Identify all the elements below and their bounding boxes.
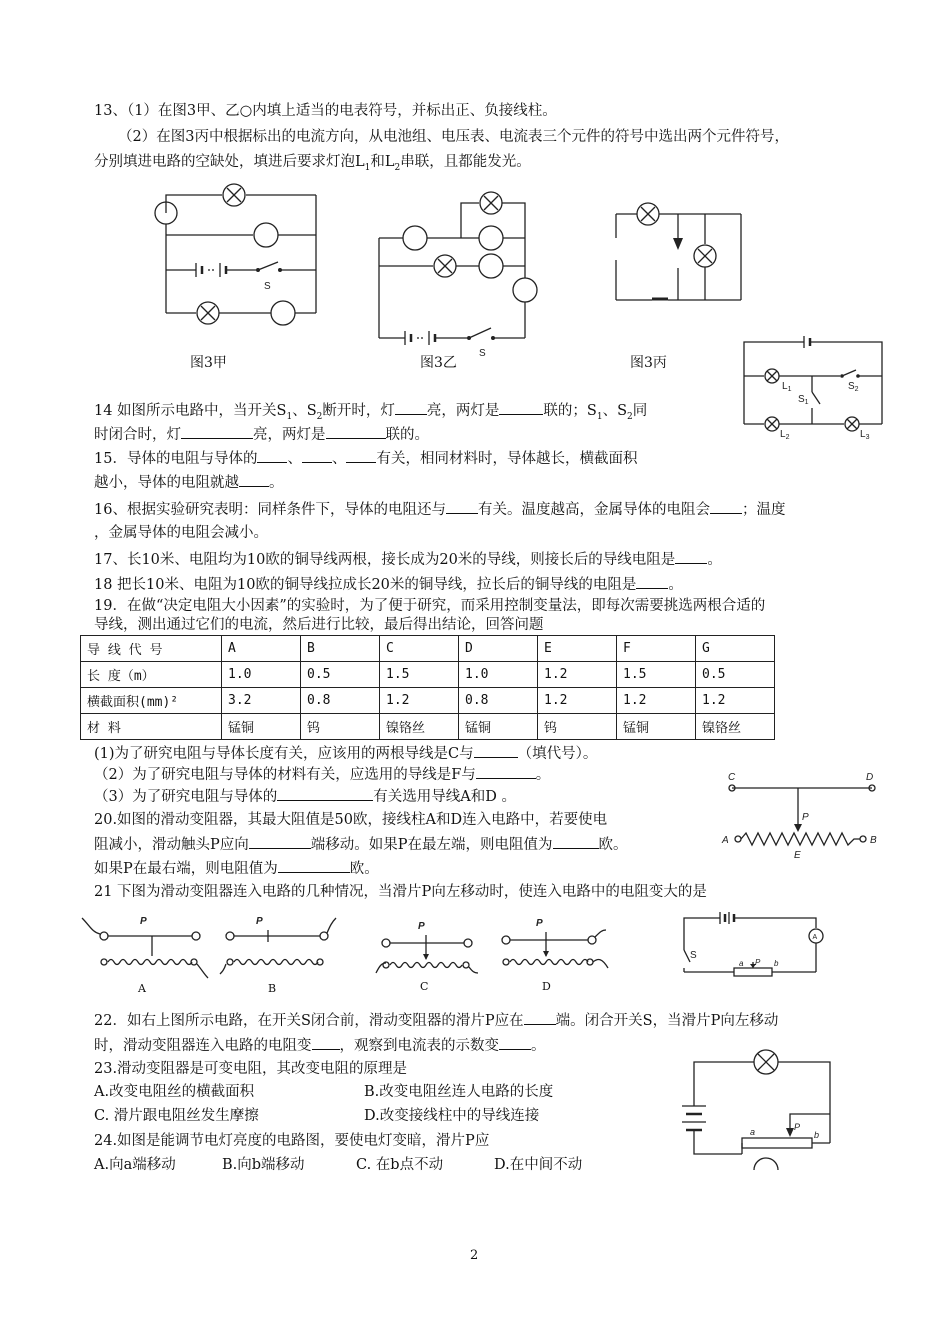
q22-label-a: a — [739, 959, 744, 968]
table-cell: 1.2 — [617, 688, 696, 714]
q19-sub3: （3）为了研究电阻与导体的 有关选用导线A和D 。 — [94, 786, 516, 807]
q19-sub1: (1)为了研究电阻与导体长度有关，应该用的两根导线是C与 （填代号）。 — [94, 743, 597, 764]
q15-line1: 15．导体的电阻与导体的 、 、 有关，相同材料时，导体越长，横截面积 — [94, 448, 637, 469]
table-row — [81, 662, 775, 688]
q14-circuit — [740, 338, 890, 441]
q19-line2: 导线，测出通过它们的电流，然后进行比较，最后得出结论，回答问题 — [94, 617, 544, 633]
q17: 17、长10米、电阻均为10欧的铜导线两根，接长成为20米的导线，则接长后的导线电阻是 。 — [94, 549, 722, 570]
ammeter-a-label: A — [812, 934, 818, 941]
table-cell: 0.8 — [459, 688, 538, 714]
table-cell: 镍铬丝 — [696, 714, 775, 740]
q21-label-c: C — [420, 980, 429, 993]
table-row — [81, 688, 775, 714]
q21-a-p: P — [140, 916, 147, 927]
q19-sub2: （2）为了研究电阻与导体的材料有关，应选用的导线是F与 。 — [94, 764, 550, 785]
switch-label-jia: S — [264, 281, 271, 292]
table-row — [81, 714, 775, 740]
table-cell: 3.2 — [222, 688, 301, 714]
q13-line3: 分别填进电路的空缺处，填进后要求灯泡$L_1$和$L_2$串联，且都能发光。 — [94, 154, 531, 173]
table-cell: 1.2 — [380, 688, 459, 714]
q22-switch-label: S — [690, 950, 697, 961]
q15-line2: 越小，导体的电阻就越 。 — [94, 472, 284, 493]
q23-option-a[interactable]: A.改变电阻丝的横截面积 — [94, 1084, 255, 1100]
q22-label-p: P — [755, 958, 761, 967]
table-cell: 1.2 — [538, 688, 617, 714]
table-cell: 锰铜 — [459, 714, 538, 740]
q23-option-c[interactable]: C. 滑片跟电阻丝发生摩擦 — [94, 1108, 259, 1124]
q14-line1: 14 如图所示电路中，当开关$S_1$、$S_2$断开时，灯 亮，两灯是 联的；$S_1$、$S_2$同 — [94, 400, 647, 427]
table-cell: C — [380, 636, 459, 662]
fig-3-bing-caption: 图3丙 — [630, 355, 667, 371]
q24-label-a: a — [750, 1127, 756, 1137]
q14-label-l2: $L_2$ — [780, 429, 790, 441]
q20-label-a: A — [722, 835, 729, 846]
q22-line2: 时，滑动变阻器连入电路的电阻变 ，观察到电流表的示数变 。 — [94, 1035, 546, 1056]
table-cell: 0.5 — [301, 662, 380, 688]
table-cell: B — [301, 636, 380, 662]
table-row — [81, 636, 775, 662]
table-cell: G — [696, 636, 775, 662]
figure-3-yi — [375, 188, 545, 358]
q14-line2: 时闭合时，灯 亮，两灯是 联的。 — [94, 424, 429, 445]
q20-label-d: D — [866, 772, 874, 783]
table-cell: 1.0 — [459, 662, 538, 688]
q21-option-d — [492, 912, 612, 974]
table-cell: 导 线 代 号 — [81, 636, 222, 662]
q19-line1: 19．在做“决定电阻大小因素”的实验时，为了便于研究，而采用控制变量法，即每次需要挑选两根合适的 — [94, 598, 766, 614]
table-cell: 1.5 — [617, 662, 696, 688]
q20-line3: 如果P在最右端，则电阻值为 欧。 — [94, 858, 379, 879]
table-cell: 长 度（m） — [81, 662, 222, 688]
table-cell: F — [617, 636, 696, 662]
table-cell: 横截面积(mm)² — [81, 688, 222, 714]
q14-label-l3: $L_3$ — [860, 429, 870, 441]
table-cell: 0.8 — [301, 688, 380, 714]
table-cell: D — [459, 636, 538, 662]
table-cell: A — [222, 636, 301, 662]
q21-option-a — [78, 912, 213, 972]
q14-label-l1: $L_1$ — [782, 381, 792, 393]
table-cell: 1.5 — [380, 662, 459, 688]
q24-option-a[interactable]: A.向a端移动 — [94, 1157, 176, 1173]
q21-option-c — [372, 915, 484, 975]
wire-data-table — [80, 635, 775, 740]
q23-option-b[interactable]: B.改变电阻丝连人电路的长度 — [364, 1084, 554, 1100]
table-cell: E — [538, 636, 617, 662]
q20-rheostat — [722, 768, 882, 868]
q20-line1: 20.如图的滑动变阻器，其最大阻值是50欧，接线柱A和D连入电路中，若要使电 — [94, 812, 608, 828]
table-cell: 0.5 — [696, 662, 775, 688]
fig-3-jia-caption: 图3甲 — [190, 355, 227, 371]
q14-label-s2: $S_2$ — [848, 381, 859, 393]
q20-label-e: E — [794, 850, 801, 861]
q21-c-p: P — [418, 921, 425, 932]
q13-line2: （2）在图3丙中根据标出的电流方向，从电池组、电压表、电流表三个元件的符号中选出两个元件符号， — [118, 129, 789, 145]
table-cell: 1.0 — [222, 662, 301, 688]
fig-3-yi-caption: 图3乙 — [420, 355, 457, 371]
q24-title: 24.如图是能调节电灯亮度的电路图，要使电灯变暗，滑片P应 — [94, 1133, 490, 1149]
q24-circuit — [680, 1042, 840, 1172]
q20-label-c: C — [728, 772, 736, 783]
q20-label-b: B — [870, 835, 877, 846]
q24-option-c[interactable]: C. 在b点不动 — [356, 1157, 444, 1173]
q23-option-d[interactable]: D.改变接线柱中的导线连接 — [364, 1108, 540, 1124]
q18: 18 把长10米、电阻为10欧的铜导线拉成长20米的铜导线，拉长后的铜导线的电阻是 。 — [94, 574, 683, 595]
q22-circuit — [678, 910, 833, 985]
figure-3-jia — [150, 185, 330, 330]
table-cell: 1.2 — [538, 662, 617, 688]
q24-label-p: P — [794, 1122, 801, 1132]
switch-label-yi: S — [479, 348, 486, 359]
q21-option-b — [222, 912, 340, 972]
q21-text: 21 下图为滑动变阻器连入电路的几种情况，当滑片P向左移动时，使连入电路中的电阻变大的是 — [94, 884, 707, 900]
q20-line2: 阻减小，滑动触头P应向 端移动。如果P在最左端，则电阻值为 欧。 — [94, 834, 628, 855]
q21-label-a: A — [138, 982, 146, 995]
q23-title: 23.滑动变阻器是可变电阻，其改变电阻的原理是 — [94, 1061, 408, 1077]
table-cell: 材 料 — [81, 714, 222, 740]
figure-3-bing — [612, 198, 747, 308]
q21-d-p: P — [536, 918, 543, 929]
q24-option-b[interactable]: B.向b端移动 — [222, 1157, 305, 1173]
q21-label-d: D — [542, 980, 551, 993]
q21-b-p: P — [256, 916, 263, 927]
q16-line2: ，金属导体的电阻会减小。 — [94, 525, 268, 541]
q24-option-d[interactable]: D.在中间不动 — [494, 1157, 583, 1173]
table-cell: 锰铜 — [222, 714, 301, 740]
table-cell: 钨 — [301, 714, 380, 740]
q22-line1: 22．如右上图所示电路，在开关S闭合前，滑动变阻器的滑片P应在 端。闭合开关S，当滑片P向左移动 — [94, 1010, 778, 1031]
table-cell: 锰铜 — [617, 714, 696, 740]
q20-label-p: P — [802, 812, 809, 823]
page-number: 2 — [470, 1248, 479, 1263]
q22-label-b: b — [774, 959, 779, 968]
q13-line1: 13、（1）在图3甲、乙○内填上适当的电表符号，并标出正、负接线柱。 — [94, 103, 557, 119]
q14-label-s1: $S_1$ — [798, 394, 809, 406]
table-cell: 1.2 — [696, 688, 775, 714]
q21-label-b: B — [268, 982, 277, 995]
q24-label-b: b — [814, 1130, 820, 1140]
table-cell: 钨 — [538, 714, 617, 740]
q16-line1: 16、根据实验研究表明：同样条件下，导体的电阻还与 有关。温度越高，金属导体的电阻会 ；温度 — [94, 499, 785, 520]
table-cell: 镍铬丝 — [380, 714, 459, 740]
